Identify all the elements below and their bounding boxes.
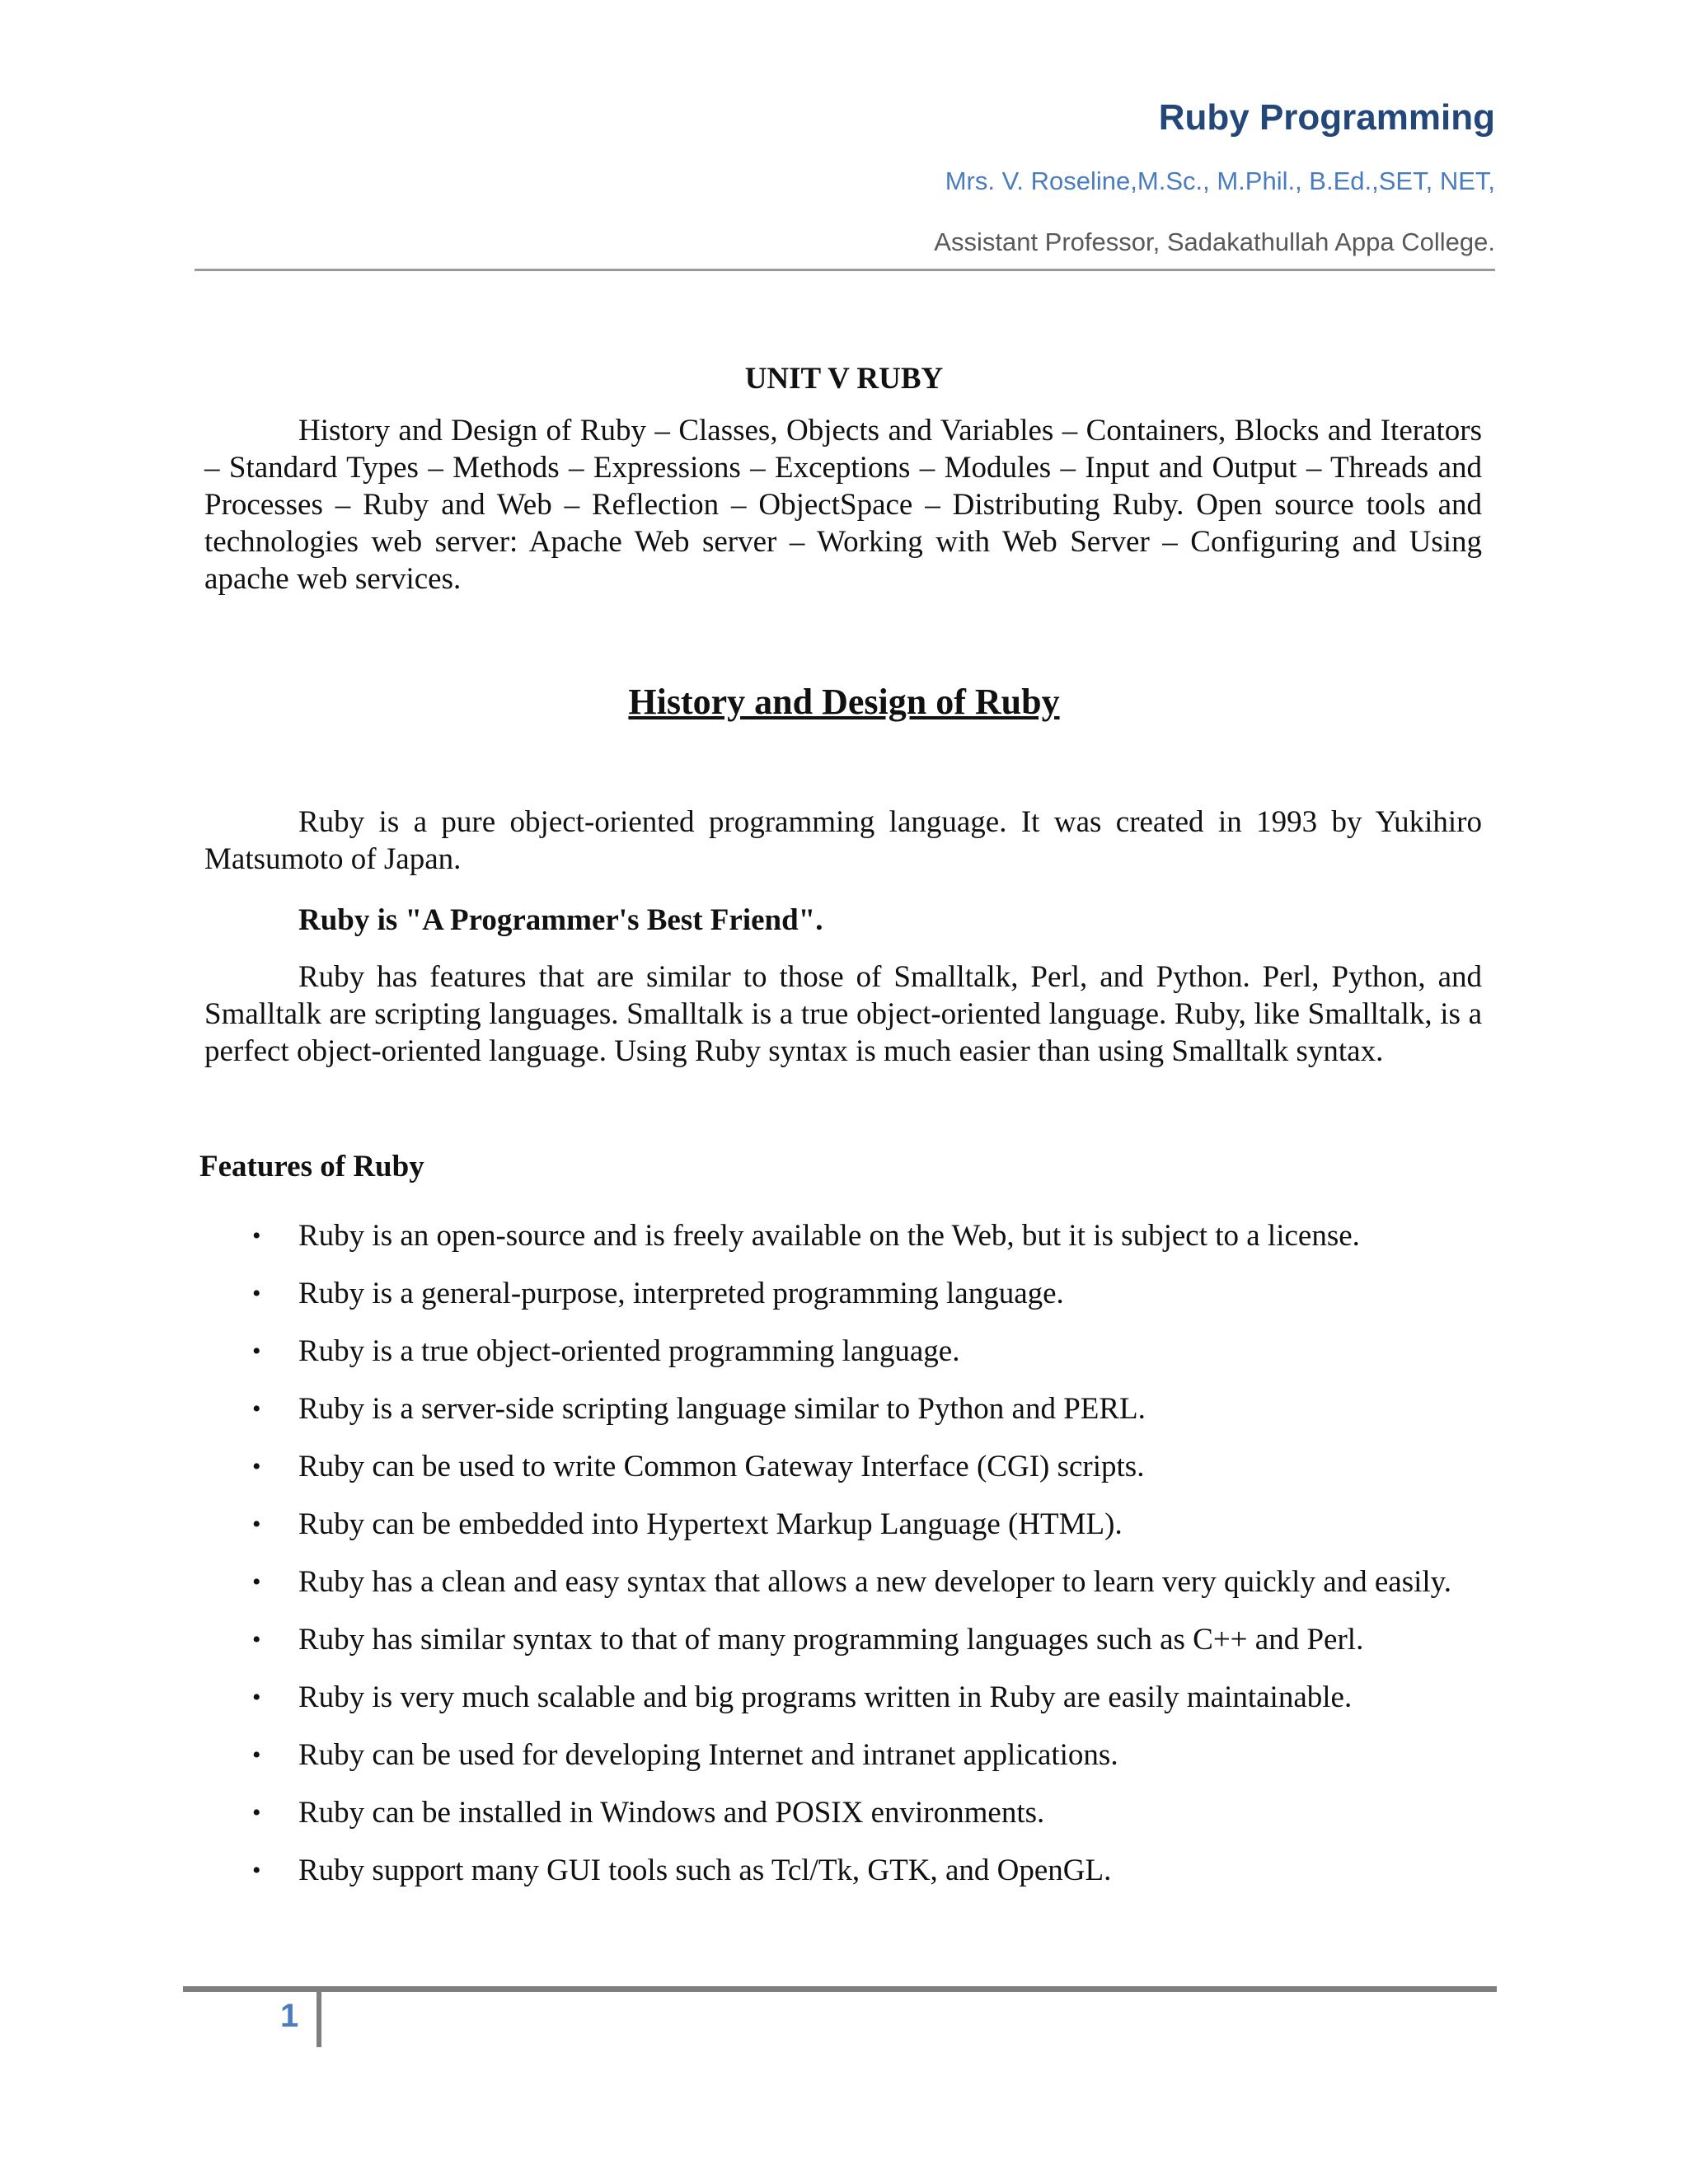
- bullet-icon: •: [252, 1626, 261, 1653]
- feature-text: Ruby can be embedded into Hypertext Markup Language (HTML).: [298, 1507, 1123, 1541]
- list-item: [204, 1507, 1482, 1542]
- tagline: Ruby is "A Programmer's Best Friend".: [298, 903, 823, 937]
- list-item: [204, 1391, 1482, 1427]
- footer-page-separator: [316, 1986, 321, 2047]
- feature-text: Ruby is a general-purpose, interpreted programming language.: [298, 1277, 1064, 1310]
- bullet-icon: •: [252, 1338, 261, 1365]
- bullet-icon: •: [252, 1857, 261, 1884]
- header-author: Mrs. V. Roseline,M.Sc., M.Phil., B.Ed.,SET, NET,: [945, 166, 1495, 195]
- header-title: Ruby Programming: [1158, 97, 1495, 138]
- header-affiliation: Assistant Professor, Sadakathullah Appa College.: [934, 227, 1495, 256]
- bullet-icon: •: [252, 1453, 261, 1480]
- feature-text: Ruby has similar syntax to that of many programming languages such as C++ and Perl.: [298, 1623, 1364, 1657]
- bullet-icon: •: [252, 1395, 261, 1422]
- footer-divider: [183, 1986, 1497, 1992]
- bullet-icon: •: [252, 1222, 261, 1249]
- feature-text: Ruby can be used for developing Internet and intranet applications.: [298, 1738, 1118, 1772]
- feature-text: Ruby is very much scalable and big programs written in Ruby are easily maintainable.: [298, 1680, 1353, 1714]
- bullet-icon: •: [252, 1799, 261, 1826]
- header-divider: [195, 269, 1495, 271]
- list-item: [204, 1333, 1482, 1369]
- list-item: [204, 1276, 1482, 1311]
- list-item: [204, 1853, 1482, 1888]
- similarity-paragraph: Ruby has features that are similar to those of Smalltalk, Perl, and Python. Perl, Python, and Smalltalk are scripting languages. Smalltalk is a true object-oriented language. Ruby, like Smalltalk, is a perfect object-oriented language. Using Ruby syntax is much easier than using Smalltalk syntax.: [204, 960, 1482, 1068]
- page-number: 1: [280, 1998, 299, 2034]
- feature-text: Ruby can be installed in Windows and POSIX environments.: [298, 1796, 1045, 1830]
- list-item: [204, 1449, 1482, 1484]
- features-heading: Features of Ruby: [199, 1150, 424, 1183]
- feature-text: Ruby can be used to write Common Gateway Interface (CGI) scripts.: [298, 1450, 1145, 1483]
- feature-text: Ruby is a server-side scripting language similar to Python and PERL.: [298, 1392, 1146, 1426]
- list-item: [204, 1218, 1482, 1254]
- feature-list: [204, 1218, 1482, 1910]
- bullet-icon: •: [252, 1568, 261, 1596]
- feature-text: Ruby is an open-source and is freely available on the Web, but it is subject to a license.: [298, 1219, 1360, 1253]
- bullet-icon: •: [252, 1684, 261, 1711]
- unit-syllabus: History and Design of Ruby – Classes, Objects and Variables – Containers, Blocks and Iterators – Standard Types – Methods – Expressions – Exceptions – Modules – Input and Output – Threads and Processes – Ruby and Web – Reflection – ObjectSpace – Distributing Ruby. Open source tools and technologies web server: Apache Web server – Working with Web Server – Configuring and Using apache web services.: [204, 414, 1482, 596]
- list-item: [204, 1564, 1482, 1600]
- list-item: [204, 1622, 1482, 1657]
- feature-text: Ruby has a clean and easy syntax that allows a new developer to learn very quickly and easily.: [298, 1565, 1452, 1599]
- bullet-icon: •: [252, 1511, 261, 1538]
- list-item: [204, 1795, 1482, 1830]
- unit-title: UNIT V RUBY: [744, 362, 944, 396]
- list-item: [204, 1737, 1482, 1773]
- list-item: [204, 1680, 1482, 1715]
- bullet-icon: •: [252, 1741, 261, 1769]
- section-title: History and Design of Ruby: [628, 682, 1060, 722]
- feature-text: Ruby support many GUI tools such as Tcl/Tk, GTK, and OpenGL.: [298, 1854, 1112, 1887]
- intro-paragraph: Ruby is a pure object-oriented programming language. It was created in 1993 by Yukihiro Matsumoto of Japan.: [204, 805, 1482, 876]
- feature-text: Ruby is a true object-oriented programming language.: [298, 1334, 960, 1368]
- bullet-icon: •: [252, 1280, 261, 1307]
